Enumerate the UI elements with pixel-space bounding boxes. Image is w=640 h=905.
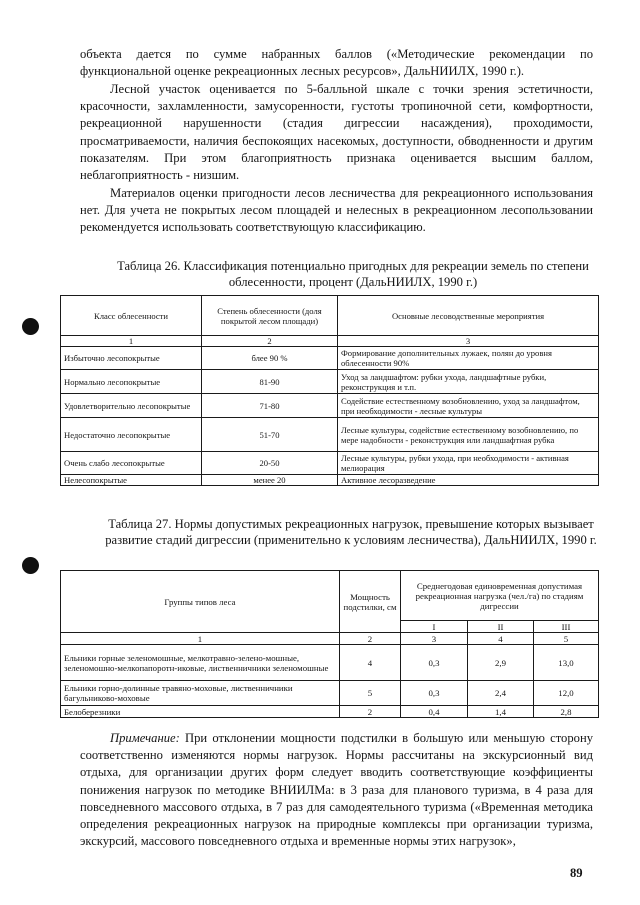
forest-group-cell: Ельники горные зеленомошные, мелкотравно-зелено-мошные, зеленомошно-мелкопапоротн-иковые, лиственничники зеленомошные [61, 645, 340, 681]
table-row [61, 645, 599, 681]
header-recreational-load: Среднегодовая единовременная допустимая рекреационная нагрузка (чел./га) по стадиям дигрессии [401, 571, 599, 621]
stage-3-cell: 2,8 [534, 706, 599, 718]
intro-paragraph-2: Материалов оценки пригодности лесов лесничества для рекреационного использования нет. Для учета не покрытых лесом площадей и нелесных в рекреационном лесопользовании рекомендуется использовать соответствующую классификацию. [80, 186, 593, 235]
column-number: 3 [401, 633, 468, 645]
header-measures: Основные лесоводственные мероприятия [338, 296, 599, 336]
measures-cell: Уход за ландшафтом: рубки ухода, ландшафтные рубки, реконструкция и т.п. [338, 370, 599, 394]
column-number: 3 [338, 336, 599, 347]
degree-cell: 71-80 [202, 394, 338, 418]
thickness-cell: 5 [340, 681, 401, 706]
stage-2-cell: 2,4 [468, 681, 534, 706]
note-label: Примечание: [110, 731, 180, 745]
intro-paragraph-1: Лесной участок оценивается по 5-балльной шкале с точки зрения эстетичности, красочности, захламленности, замусоренности, густоты тропиночной сети, комфортности, рекреационной нарушенности (стадия дигрессии насаждения), проходимости, просматриваемости, наличия беспокоящих насекомых, доступности, обводненности и другим показателям. При этом благоприятность признака оценивается высшим баллом, неблагоприятность - низшим. [80, 82, 593, 183]
measures-cell: Формирование дополнительных лужаек, полян до уровня облесенности 90% [338, 347, 599, 370]
degree-cell: менее 20 [202, 475, 338, 486]
column-number: 1 [61, 633, 340, 645]
thickness-cell: 4 [340, 645, 401, 681]
stage-3-cell: 13,0 [534, 645, 599, 681]
measures-cell: Активное лесоразведение [338, 475, 599, 486]
measures-cell: Лесные культуры, рубки ухода, при необходимости - активная мелиорация [338, 452, 599, 475]
stage-1-cell: 0,3 [401, 645, 468, 681]
header-forest-groups: Группы типов леса [61, 571, 340, 633]
note-text: При отклонении мощности подстилки в большую или меньшую сторону соответственно изменяются нормы нагрузок. Нормы рассчитаны на экскурсионный вид отдыха, для организации других форм следует вводить соответствующие коэффициенты понижения нагрузок по методике ВНИИЛМа: в 3 раза для планового туризма, в 4 раза для повседневного массового отдыха, в 7 раз для самодеятельного туризма («Временная методика определения рекреационных нагрузок на природные комплексы при организации туризма, экскурсий, массового повседневного отдыха и временные нормы этих нагрузок», [80, 731, 593, 849]
stage-2-cell: 2,9 [468, 645, 534, 681]
header-class: Класс облесенности [61, 296, 202, 336]
stage-header: II [468, 621, 534, 633]
class-cell: Очень слабо лесопокрытые [61, 452, 202, 475]
degree-cell: 51-70 [202, 418, 338, 452]
table-header-row [61, 296, 599, 336]
measures-cell: Содействие естественному возобновлению, уход за ландшафтом, при необходимости - лесные культуры [338, 394, 599, 418]
punch-hole-mark [22, 557, 39, 574]
column-number: 4 [468, 633, 534, 645]
class-cell: Нормально лесопокрытые [61, 370, 202, 394]
table-27-caption: Таблица 27. Нормы допустимых рекреационных нагрузок, превышение которых вызывает развитие стадий дигрессии (применительно к условиям лесничества), ДальНИИЛХ, 1990 г. [105, 517, 597, 547]
header-litter-thickness: Мощность подстилки, см [340, 571, 401, 633]
degree-cell: блее 90 % [202, 347, 338, 370]
stage-1-cell: 0,3 [401, 681, 468, 706]
page-number: 89 [570, 866, 583, 880]
thickness-cell: 2 [340, 706, 401, 718]
column-number: 2 [202, 336, 338, 347]
column-number-row [61, 336, 599, 347]
table-26-caption: Таблица 26. Классификация потенциально пригодных для рекреации земель по степени облесенности, процент (ДальНИИЛХ, 1990 г.) [117, 259, 589, 289]
column-number: 5 [534, 633, 599, 645]
stage-header: I [401, 621, 468, 633]
column-number-row [61, 633, 599, 645]
intro-paragraph-0: объекта дается по сумме набранных баллов («Методические рекомендации по функциональной оценке рекреационных лесных ресурсов», ДальНИИЛХ, 1990 г.). [80, 47, 593, 79]
stage-2-cell: 1,4 [468, 706, 534, 718]
table-row [61, 370, 599, 394]
stage-header: III [534, 621, 599, 633]
table-27 [60, 570, 599, 718]
table-26 [60, 295, 599, 486]
stage-1-cell: 0,4 [401, 706, 468, 718]
table-row [61, 347, 599, 370]
column-number: 2 [340, 633, 401, 645]
forest-group-cell: Белоберезники [61, 706, 340, 718]
table-row [61, 394, 599, 418]
table-row [61, 681, 599, 706]
table-row [61, 475, 599, 486]
note-paragraph [80, 730, 593, 850]
table-header-row [61, 571, 599, 621]
column-number: 1 [61, 336, 202, 347]
class-cell: Избыточно лесопокрытые [61, 347, 202, 370]
class-cell: Нелесопокрытые [61, 475, 202, 486]
forest-group-cell: Ельники горно-долинные травяно-моховые, лиственничники багульниково-моховые [61, 681, 340, 706]
table-row [61, 706, 599, 718]
class-cell: Недостаточно лесопокрытые [61, 418, 202, 452]
class-cell: Удовлетворительно лесопокрытые [61, 394, 202, 418]
table-row [61, 452, 599, 475]
measures-cell: Лесные культуры, содействие естественному возобновлению, по мере надобности - реконструкция или ландшафтная рубка [338, 418, 599, 452]
degree-cell: 81-90 [202, 370, 338, 394]
header-degree: Степень облесенности (доля покрытой лесом площади) [202, 296, 338, 336]
degree-cell: 20-50 [202, 452, 338, 475]
stage-3-cell: 12,0 [534, 681, 599, 706]
punch-hole-mark [22, 318, 39, 335]
table-row [61, 418, 599, 452]
